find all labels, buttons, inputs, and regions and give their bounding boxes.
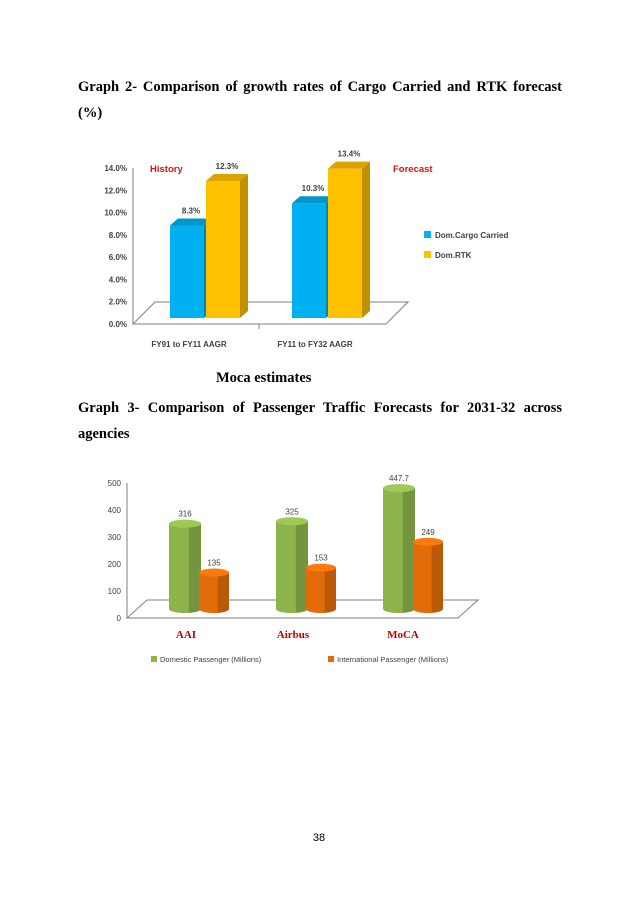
chart1-y-tick-label: 10.0% (104, 208, 127, 218)
chart2-data-label: 249 (421, 527, 435, 537)
chart2-data-label: 447.7 (388, 474, 410, 484)
graph2-heading: Graph 2- Comparison of growth rates of Cargo Carried and RTK forecast (%) (78, 79, 562, 121)
chart2-bar (383, 484, 415, 613)
chart2-category-label-aai: AAI (175, 629, 197, 641)
chart1-data-label: 13.4% (337, 149, 361, 159)
chart2-legend-label-domestic: Domestic Passenger (Millions) (160, 655, 262, 664)
chart2-data-label: 325 (285, 507, 299, 517)
chart2-bars (169, 474, 443, 613)
chart2-y-tick-label: 0 (116, 614, 121, 623)
chart1-data-label: 8.3% (181, 206, 201, 216)
chart2-bar (306, 564, 336, 613)
chart2-legend-swatch-international (328, 656, 334, 662)
chart2-y-tick-labels (108, 479, 122, 623)
chart2-bar (413, 538, 443, 613)
graph2-caption: Moca estimates (216, 370, 312, 386)
chart2-legend (151, 655, 449, 664)
chart2-y-tick-label: 300 (107, 533, 121, 542)
chart1-category-label-2: FY11 to FY32 AAGR (277, 340, 353, 349)
chart1-y-tick-label: 4.0% (108, 275, 127, 285)
chart2-y-tick-label: 100 (107, 587, 121, 596)
chart1-annotation-forecast: Forecast (393, 164, 433, 175)
chart1-data-label: 12.3% (215, 161, 239, 171)
chart1-y-tick-label: 14.0% (104, 164, 127, 173)
chart2-legend-label-international: International Passenger (Millions) (337, 655, 449, 664)
chart2-data-label: 153 (314, 553, 328, 563)
chart1-legend-label-rtk: Dom.RTK (435, 251, 472, 260)
chart2-y-tick-label: 200 (107, 560, 121, 569)
chart2-legend-swatch-domestic (151, 656, 157, 662)
page-number: 38 (312, 832, 326, 844)
chart1-category-label-1: FY91 to FY11 AAGR (151, 340, 227, 349)
chart2-bar (199, 569, 229, 613)
chart2-category-label-moca: MoCA (387, 629, 419, 641)
chart1-y-tick-label: 8.0% (108, 230, 127, 240)
chart2-data-label: 316 (178, 509, 192, 519)
chart1-y-tick-label: 6.0% (108, 253, 127, 263)
chart2-data-label: 135 (207, 558, 221, 568)
chart2-y-tick-label: 400 (107, 506, 121, 515)
graph3-heading: Graph 3- Comparison of Passenger Traffic Forecasts for 2031-32 across agencies (78, 400, 562, 442)
chart1-legend-label-cargo: Dom.Cargo Carried (435, 231, 509, 240)
chart2-category-label-airbus: Airbus (276, 629, 310, 641)
chart1-y-tick-label: 2.0% (108, 297, 127, 307)
chart1-annotation-history: History (150, 164, 183, 175)
chart2-y-tick-label: 500 (107, 479, 121, 488)
chart1-y-tick-label: 0.0% (108, 320, 127, 329)
chart2-bar (169, 520, 201, 613)
chart1-y-tick-label: 12.0% (104, 186, 127, 196)
chart1-data-label: 10.3% (301, 184, 325, 194)
chart2-bar (276, 517, 308, 613)
